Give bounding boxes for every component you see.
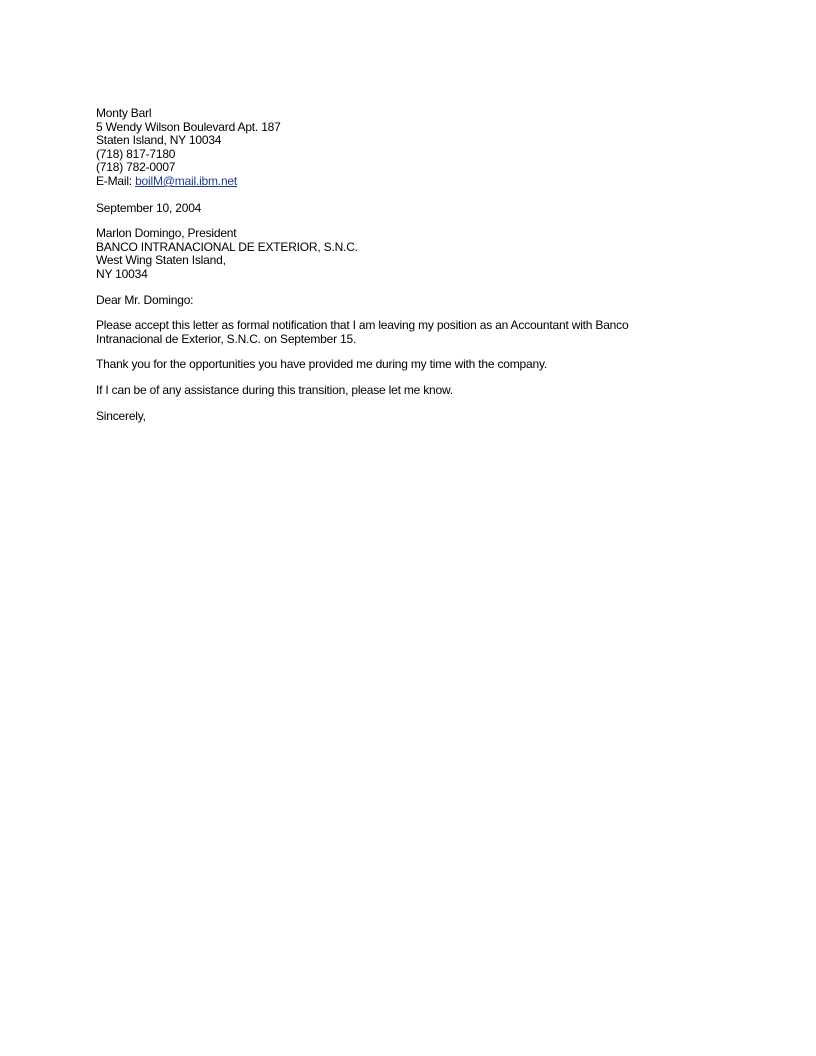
sender-block [96,107,696,189]
recipient-address-line1: West Wing Staten Island, [96,253,226,268]
email-label: E-Mail: [96,173,136,188]
paragraph1-line2: Intranacional de Exterior, S.N.C. on September 15. [96,331,357,346]
sender-address-line1: 5 Wendy Wilson Boulevard Apt. 187 [96,119,281,134]
closing: Sincerely, [96,408,146,423]
sender-phone1: (718) 817-7180 [96,146,176,161]
sender-phone2: (718) 782-0007 [96,160,176,175]
recipient-address-line2: NY 10034 [96,266,148,281]
body-paragraph-2: Thank you for the opportunities you have provided me during my time with the company. [96,357,548,372]
letter-date: September 10, 2004 [96,200,202,215]
paragraph1-line1: Please accept this letter as formal notification that I am leaving my position as an Accountant with Banco [96,318,629,333]
body-paragraph-3: If I can be of any assistance during this transition, please let me know. [96,382,453,397]
email-link[interactable]: boilM@mail.ibm.net [135,173,238,188]
recipient-block [96,227,696,281]
letter-page [96,107,696,423]
body-paragraph-1 [96,319,696,346]
sender-name: Monty Barl [96,106,152,120]
recipient-company: BANCO INTRANACIONAL DE EXTERIOR, S.N.C. [96,239,358,254]
recipient-name-title: Marlon Domingo, President [96,226,237,241]
salutation: Dear Mr. Domingo: [96,292,194,307]
sender-address-line2: Staten Island, NY 10034 [96,133,222,148]
sender-email-line [96,175,696,189]
